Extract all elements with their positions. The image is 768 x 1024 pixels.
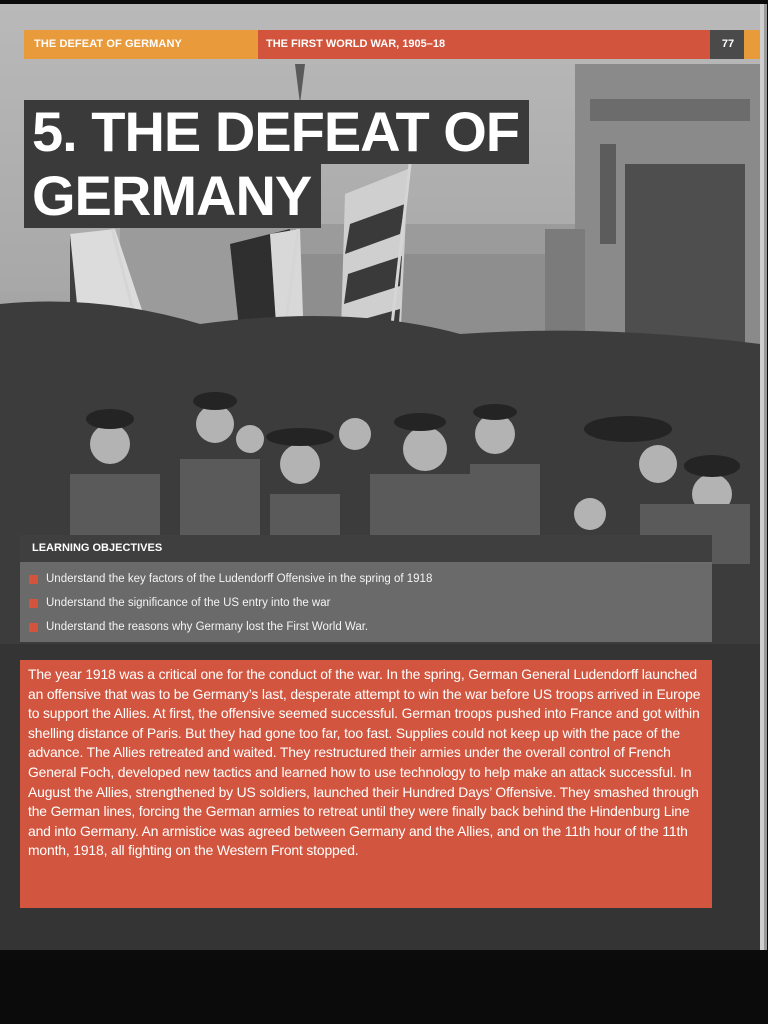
objective-text: Understand the significance of the US entry into the war [46,597,331,609]
header-book-title: THE FIRST WORLD WAR, 1905–18 [258,30,710,59]
textbook-page [0,4,760,950]
page-title-line-2: GERMANY [24,164,321,228]
objective-item [20,615,712,639]
intro-text-box [20,660,712,908]
square-bullet-icon [29,599,38,608]
intro-paragraph: The year 1918 was a critical one for the conduct of the war. In the spring, German General Ludendorff launched an offensive that was to be Germany’s last, desperate attempt to win the war before US troops arrived in Europe to support the Allies. At first, the offensive seemed successful. German troops pushed into France and got within shelling distance of Paris. But they had gone too far, too fast. Supplies could not keep up with the pace of the advance. The Allies retreated and waited. They restructured their armies under the overall control of French General Foch, developed new tactics and learned how to use technology to help make an attack successful. In August the Allies, strengthened by US soldiers, launched their Hundred Days’ Offensive. They smashed through the German lines, forcing the German armies to retreat until they were finally back behind the Hindenburg Line and into Germany. An armistice was agreed between Germany and the Allies, and on the 11th hour of the 11th month, 1918, all fighting on the Western Front stopped. [28,666,701,859]
header-tab [744,30,760,59]
objective-item [20,567,712,591]
page-title-line-1: 5. THE DEFEAT OF [24,100,529,164]
square-bullet-icon [29,575,38,584]
square-bullet-icon [29,623,38,632]
learning-objectives-heading: LEARNING OBJECTIVES [20,535,712,562]
objective-text: Understand the reasons why Germany lost the First World War. [46,621,369,633]
learning-objectives-list [20,562,712,642]
objective-text: Understand the key factors of the Ludendorff Offensive in the spring of 1918 [46,573,433,585]
header-section-label: THE DEFEAT OF GERMANY [24,30,258,59]
objective-item [20,591,712,615]
page-number: 77 [710,30,746,59]
